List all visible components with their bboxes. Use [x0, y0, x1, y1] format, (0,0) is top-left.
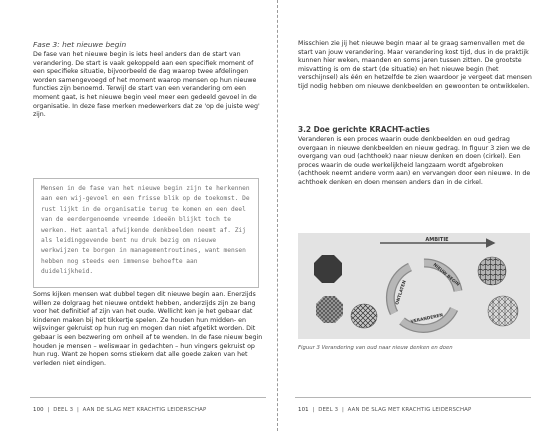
- page-number: 100: [33, 407, 44, 413]
- octagon-old: [314, 255, 342, 283]
- right-paragraph-2: Veranderen is een proces waarin oude denkbeelden en oud gedrag overgaan in nieuwe denkbeelden en nieuw gedrag. In figuur 3 zien we de overgang van oud (achthoek) naar nieuw denken en doen (cirkel). Een proces waarin de oude werkelijkheid langzaam wordt afgebroken (achthoek neemt andere vorm aan) en vervangen door een nieuwe. In de achthoek denken en doen mensen anders dan in de cirkel.: [298, 136, 531, 186]
- footer-part: DEEL 3: [53, 407, 74, 413]
- footer-separator: |: [312, 407, 315, 413]
- footer-rule: [295, 397, 531, 398]
- quote-box: [33, 178, 259, 288]
- quote-text: Mensen in de fase van het nieuwe begin zijn te herkennen aan een wij-gevoel en een frisse blik op de toekomst. De rust lijkt in de organisatie terug te komen en een deel van de eerdergenoemde vreemde ideeën blijkt toch te werken. Het aantal afwijkende denkbeelden neemt af. Zij als leidinggevende bent nu druk bezig om nieuwe werkwijzen te borgen in managementroutines, want mensen hebben nog steeds een immense behoefte aan duidelijkheid.: [41, 185, 250, 276]
- arrow-label-ontlaten: ONTLATEN: [395, 279, 408, 306]
- footer-separator: |: [341, 407, 344, 413]
- arrow-label-veranderen: VERANDEREN: [410, 313, 444, 325]
- footer-part: DEEL 3: [318, 407, 339, 413]
- octagon-transition: [316, 296, 343, 323]
- ambitie-label: AMBITIE: [425, 237, 449, 243]
- figure-3: [298, 233, 530, 339]
- arrow-label-nieuw-begin: NIEUW BEGIN: [431, 262, 461, 288]
- footer-rule: [30, 397, 266, 398]
- figure-caption: Figuur 3 Verandering van oud naar nieuw denken en doen: [298, 345, 453, 351]
- left-paragraph-1: De fase van het nieuwe begin is iets heel anders dan de start van verandering. De start is vaak gekoppeld aan een specifiek moment of een specifieke situatie, bijvoorbeeld de dag waarop twee afdelingen worden samengevoegd of het moment waarop mensen op hun nieuwe functies zijn benoemd. Terwijl de start van een verandering om een moment gaat, is het nieuwe begin veel meer een gedeeld gevoel in de organisatie. In deze fase merken medewerkers dat ze 'op de juiste weg' zijn.: [33, 51, 260, 119]
- right-footer: [298, 407, 471, 413]
- footer-separator: |: [47, 407, 50, 413]
- right-paragraph-1: Misschien zie jij het nieuwe begin maar al te graag samenvallen met de start van jouw verandering. Maar verandering kost tijd, dus in de praktijk kunnen hier weken, maanden en soms jaren tussen zitten. De grootste misvatting is om de start (de situatie) en het nieuwe begin (het verschijnsel) als één en hetzelfde te zien waardoor je vergeet dat mensen tijd nodig hebben om nieuwe denkbeelden en gewoonten te ontwikkelen.: [298, 40, 532, 90]
- left-page: [0, 0, 277, 431]
- section-title: Fase 3: het nieuwe begin: [33, 40, 127, 49]
- left-footer: [33, 407, 206, 413]
- page-number: 101: [298, 407, 309, 413]
- change-diagram: [298, 233, 530, 339]
- section-heading: 3.2 Doe gerichte KRACHT-acties: [298, 124, 430, 134]
- footer-separator: |: [76, 407, 79, 413]
- right-page: [278, 0, 555, 431]
- footer-title: AAN DE SLAG MET KRACHTIG LEIDERSCHAP: [82, 407, 207, 413]
- footer-title: AAN DE SLAG MET KRACHTIG LEIDERSCHAP: [347, 407, 472, 413]
- left-paragraph-2: Soms kijken mensen wat dubbel tegen dit nieuwe begin aan. Enerzijds willen ze dolgraag het nieuwe ontdekt hebben, anderzijds zijn ze bang voor het definitief af zijn van het oude. Wellicht ken je het gebaar dat kinderen maken bij het tikkertje spelen. Ze houden hun midden- en wijsvinger gekruist op hun rug en mogen dan niet afgetikt worden. Dit gebaar is een bezwering om onheil af te wenden. In de fase nieuw begin houden je mensen – weliswaar in gedachten – hun vingers gekruist op hun rug. Want ze hopen soms stiekem dat alle goede zaken van het verleden niet eindigen.: [33, 291, 263, 367]
